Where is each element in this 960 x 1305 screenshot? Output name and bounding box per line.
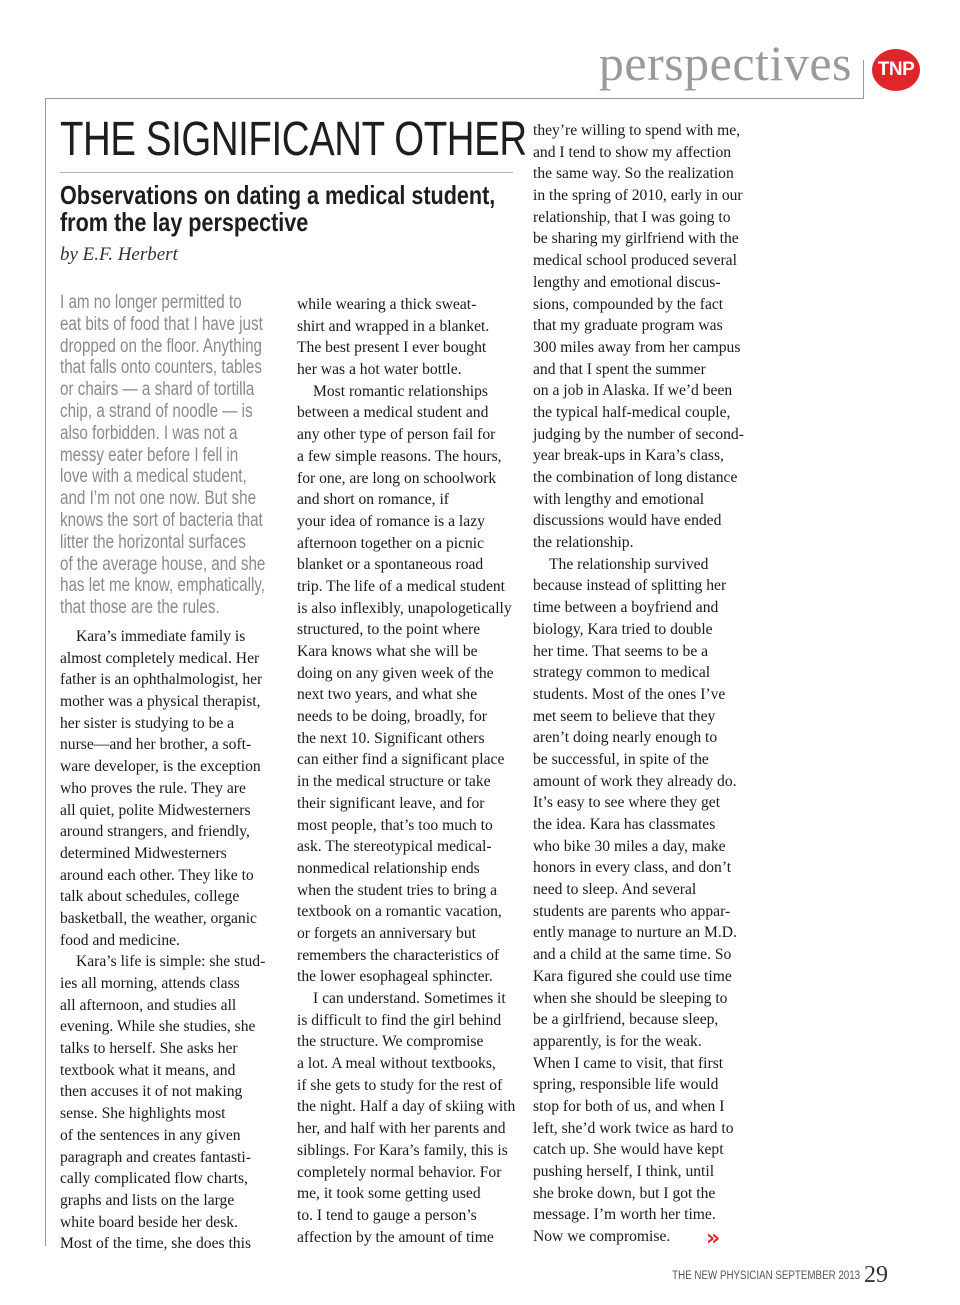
text-line: doing on any given week of the: [297, 664, 494, 682]
text-line: is also inflexibly, unapologetically: [297, 599, 512, 617]
text-line: who proves the rule. They are: [60, 779, 246, 797]
text-line: nurse—and her brother, a soft-: [60, 736, 252, 754]
text-line: biology, Kara tried to double: [533, 620, 713, 638]
text-line: year break-ups in Kara’s class,: [533, 447, 724, 465]
text-line: Most romantic relationships: [313, 382, 488, 400]
text-line: siblings. For Kara’s family, this is: [297, 1141, 508, 1159]
page-number: 29: [864, 1262, 888, 1288]
text-line: on a job in Alaska. If we’d been: [533, 382, 733, 400]
text-line: strategy common to medical: [533, 664, 711, 682]
text-line: of the average house, and she: [60, 553, 266, 575]
footer-publication: THE NEW PHYSICIAN SEPTEMBER 2013: [672, 1270, 860, 1282]
text-line: a lot. A meal without textbooks,: [297, 1055, 496, 1073]
text-line: nonmedical relationship ends: [297, 859, 480, 877]
text-line: blanket or a spontaneous road: [297, 556, 484, 574]
text-line: textbook what it means, and: [60, 1061, 236, 1079]
text-line: can either find a significant place: [297, 751, 505, 769]
title-rule: [60, 172, 513, 173]
text-line: Most of the time, she does this: [60, 1235, 252, 1253]
text-line: in the spring of 2010, early in our: [533, 187, 743, 205]
text-line: graphs and lists on the large: [60, 1191, 235, 1209]
text-line: students are parents who appar-: [533, 902, 731, 920]
text-line: textbook on a romantic vacation,: [297, 903, 502, 921]
text-line: is difficult to find the girl behind: [297, 1011, 502, 1029]
text-line: they’re willing to spend with me,: [533, 122, 741, 139]
text-line: honors in every class, and don’t: [533, 859, 732, 877]
text-line: relationship, that I was going to: [533, 208, 731, 226]
text-line: her time. That seems to be a: [533, 642, 709, 660]
text-line: also forbidden. I was not a: [60, 422, 238, 444]
lead-paragraph: [60, 292, 300, 619]
text-line: and a child at the same time. So: [533, 946, 732, 964]
text-line: lengthy and emotional discus-: [533, 273, 721, 291]
end-of-article-icon: »: [706, 1226, 715, 1251]
text-line: the lower esophageal sphincter.: [297, 968, 493, 986]
body-column-1: [60, 626, 290, 1255]
text-line: discussions would have ended: [533, 512, 722, 530]
text-line: left, she’d work twice as hard to: [533, 1119, 734, 1137]
text-line: aren’t doing nearly enough to: [533, 729, 718, 747]
text-line: Kara knows what she will be: [297, 643, 478, 660]
text-line: time between a boyfriend and: [533, 599, 719, 617]
body-column-2: [297, 294, 527, 1248]
text-line: the same way. So the realization: [533, 165, 734, 183]
text-line: trip. The life of a medical student: [297, 577, 505, 595]
text-line: your idea of romance is a lazy: [297, 512, 485, 530]
text-line: Now we compromise.: [533, 1228, 671, 1246]
tnp-logo: TNP: [872, 49, 920, 91]
text-line: pushing herself, I think, until: [533, 1163, 715, 1180]
text-line: her was a hot water bottle.: [297, 361, 462, 379]
text-line: sense. She highlights most: [60, 1105, 226, 1123]
text-line: food and medicine.: [60, 931, 180, 949]
text-line: Kara’s life is simple: she stud-: [76, 953, 266, 971]
text-line: around each other. They like to: [60, 866, 254, 884]
text-line: me, it took some getting used: [297, 1185, 481, 1203]
text-line: and I’m not one now. But she: [60, 488, 257, 510]
text-line: I am no longer permitted to: [60, 292, 242, 313]
text-line: and that I spent the summer: [533, 360, 706, 378]
text-line: shirt and wrapped in a blanket.: [297, 317, 490, 335]
text-line: the relationship.: [533, 534, 634, 552]
text-line: chip, a strand of noodle — is: [60, 400, 253, 422]
text-line: The relationship survived: [549, 555, 709, 573]
text-line: determined Midwesterners: [60, 844, 227, 862]
subtitle-line: Observations on dating a medical student,: [60, 180, 496, 210]
text-line: and short on romance, if: [297, 491, 449, 509]
text-line: judging by the number of second-: [533, 425, 744, 443]
text-line: basketball, the weather, organic: [60, 909, 257, 927]
text-line: afternoon together on a picnic: [297, 534, 485, 552]
text-line: that those are the rules.: [60, 597, 220, 619]
text-line: all quiet, polite Midwesterners: [60, 801, 251, 819]
text-line: then accuses it of not making: [60, 1083, 243, 1101]
text-line: the structure. We compromise: [297, 1033, 484, 1051]
text-line: most people, that’s too much to: [297, 816, 493, 834]
text-line: remembers the characteristics of: [297, 946, 500, 964]
text-line: knows the sort of bacteria that: [60, 509, 263, 531]
text-line: catch up. She would have kept: [533, 1141, 724, 1159]
text-line: her sister is studying to be a: [60, 714, 235, 732]
text-line: her, and half with her parents and: [297, 1120, 506, 1138]
text-line: of the sentences in any given: [60, 1126, 241, 1144]
text-line: met seem to believe that they: [533, 707, 716, 725]
text-line: the night. Half a day of skiing with: [297, 1098, 516, 1116]
text-line: for one, are long on schoolwork: [297, 469, 497, 487]
text-line: that falls onto counters, tables: [60, 357, 262, 379]
text-line: evening. While she studies, she: [60, 1018, 256, 1036]
text-line: love with a medical student,: [60, 466, 247, 488]
text-line: she broke down, but I got the: [533, 1184, 716, 1202]
text-line: white board beside her desk.: [60, 1213, 238, 1231]
text-line: It’s easy to see where they get: [533, 794, 721, 812]
left-margin-rule: [45, 98, 46, 1246]
subtitle-line: from the lay perspective: [60, 207, 309, 237]
text-line: ware developer, is the exception: [60, 758, 261, 776]
text-line: because instead of splitting her: [533, 577, 727, 595]
text-line: be sharing my girlfriend with the: [533, 230, 739, 248]
text-line: 300 miles away from her campus: [533, 338, 741, 356]
text-line: who bike 30 miles a day, make: [533, 837, 726, 855]
text-line: the combination of long distance: [533, 469, 738, 486]
text-line: students. Most of the ones I’ve: [533, 685, 726, 703]
text-line: the next 10. Significant others: [297, 729, 485, 747]
text-line: to. I tend to gauge a person’s: [297, 1206, 477, 1224]
text-line: or forgets an anniversary but: [297, 924, 476, 942]
text-line: amount of work they already do.: [533, 772, 737, 790]
text-line: paragraph and creates fantasti-: [60, 1148, 251, 1166]
text-line: mother was a physical therapist,: [60, 693, 261, 711]
text-line: a few simple reasons. The hours,: [297, 447, 502, 465]
header-rule: [46, 98, 864, 99]
text-line: need to sleep. And several: [533, 881, 697, 899]
text-line: medical school produced several: [533, 252, 737, 270]
text-line: ask. The stereotypical medical-: [297, 838, 492, 856]
text-line: or chairs — a shard of tortilla: [60, 379, 255, 401]
text-line: spring, responsible life would: [533, 1076, 719, 1094]
text-line: structured, to the point where: [297, 621, 481, 639]
text-line: around strangers, and friendly,: [60, 823, 250, 841]
section-title: perspectives: [598, 35, 852, 91]
text-line: has let me know, emphatically,: [60, 575, 266, 597]
text-line: The best present I ever bought: [297, 339, 487, 357]
text-line: affection by the amount of time: [297, 1228, 494, 1246]
text-line: the typical half-medical couple,: [533, 403, 731, 421]
text-line: talk about schedules, college: [60, 888, 240, 906]
text-line: cally complicated flow charts,: [60, 1170, 248, 1188]
article-subtitle: [60, 182, 525, 236]
text-line: When I came to visit, that first: [533, 1054, 724, 1072]
text-line: if she gets to study for the rest of: [297, 1076, 503, 1094]
text-line: needs to be doing, broadly, for: [297, 708, 487, 726]
text-line: talks to herself. She asks her: [60, 1040, 238, 1058]
text-line: messy eater before I fell in: [60, 444, 239, 466]
text-line: ies all morning, attends class: [60, 975, 240, 992]
text-line: father is an ophthalmologist, her: [60, 671, 263, 689]
text-line: their significant leave, and for: [297, 794, 485, 812]
text-line: while wearing a thick sweat-: [297, 296, 477, 313]
text-line: next two years, and what she: [297, 686, 478, 704]
text-line: that my graduate program was: [533, 317, 723, 335]
text-line: when the student tries to bring a: [297, 881, 498, 899]
text-line: apparently, is for the weak.: [533, 1032, 702, 1050]
text-line: with lengthy and emotional: [533, 490, 705, 508]
byline: by E.F. Herbert: [60, 244, 178, 265]
text-line: when she should be sleeping to: [533, 989, 728, 1007]
text-line: and I tend to show my affection: [533, 143, 732, 161]
text-line: stop for both of us, and when I: [533, 1097, 725, 1115]
text-line: message. I’m worth her time.: [533, 1206, 716, 1224]
article-title: THE SIGNIFICANT OTHER: [60, 113, 527, 166]
text-line: in the medical structure or take: [297, 773, 491, 791]
text-line: Kara figured she could use time: [533, 967, 732, 985]
text-line: be a girlfriend, because sleep,: [533, 1011, 719, 1029]
text-line: dropped on the floor. Anything: [60, 335, 262, 357]
text-line: all afternoon, and studies all: [60, 996, 237, 1014]
text-line: litter the horizontal surfaces: [60, 531, 246, 553]
text-line: eat bits of food that I have just: [60, 313, 263, 335]
text-line: the idea. Kara has classmates: [533, 816, 716, 833]
text-line: be successful, in spite of the: [533, 750, 709, 768]
text-line: Kara’s immediate family is: [76, 628, 246, 645]
header-divider: [863, 60, 864, 99]
text-line: between a medical student and: [297, 404, 489, 422]
text-line: almost completely medical. Her: [60, 649, 260, 667]
text-line: completely normal behavior. For: [297, 1163, 502, 1181]
body-column-3: [533, 120, 763, 1248]
text-line: any other type of person fail for: [297, 426, 496, 444]
text-line: ently manage to nurture an M.D.: [533, 924, 737, 942]
text-line: sions, compounded by the fact: [533, 295, 724, 313]
text-line: I can understand. Sometimes it: [313, 990, 506, 1007]
